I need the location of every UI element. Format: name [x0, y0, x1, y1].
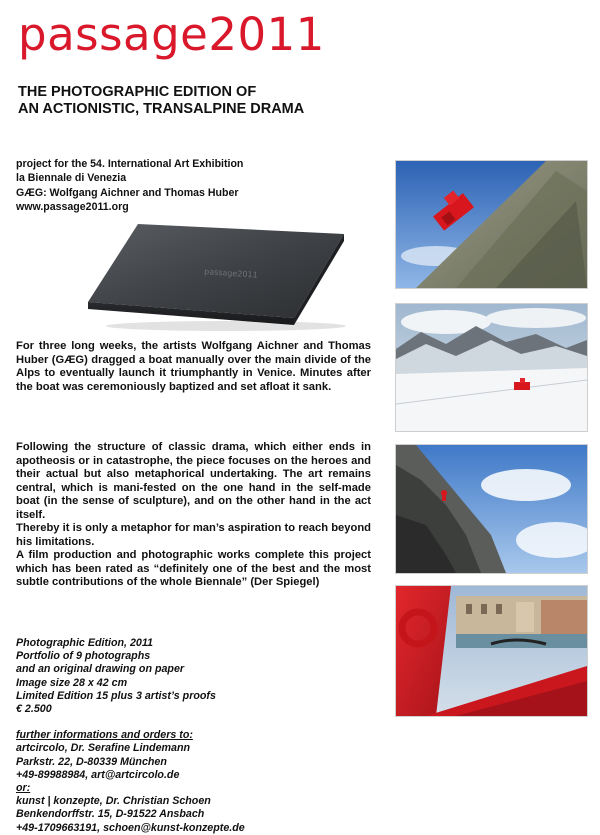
edition-info	[16, 637, 245, 835]
contact-line: Benkendorffstr. 15, D-91522 Ansbach	[16, 808, 205, 821]
edition-line: Image size 28 x 42 cm	[16, 676, 128, 689]
photo-rock-climb	[395, 444, 588, 574]
project-line: project for the 54. International Art Exhibition	[16, 158, 244, 170]
edition-line: Limited Edition 15 plus 3 artist’s proofs	[16, 689, 216, 702]
project-website: www.passage2011.org	[16, 200, 129, 213]
photo-boat-on-glacier	[395, 303, 588, 432]
book-cover-title: passage2011	[203, 267, 258, 280]
description-paragraph	[16, 441, 371, 590]
description-text: Thereby it is only a metaphor for man’s aspiration to reach beyond his limitations.	[16, 522, 371, 548]
subtitle	[18, 84, 304, 118]
contact-line[interactable]: +49-1709663191, schoen@kunst-konzepte.de	[16, 821, 245, 834]
edition-line: Photographic Edition, 2011	[16, 637, 153, 649]
edition-price: € 2.500	[16, 703, 52, 716]
project-line: la Biennale di Venezia	[16, 172, 127, 185]
portfolio-book-image	[86, 222, 348, 334]
subtitle-line: THE PHOTOGRAPHIC EDITION OF	[18, 84, 257, 100]
or-label: or:	[16, 782, 31, 795]
orders-heading: further informations and orders to:	[16, 729, 193, 742]
project-artists: GÆG: Wolfgang Aichner and Thomas Huber	[16, 186, 239, 199]
subtitle-line: AN ACTIONISTIC, TRANSALPINE DRAMA	[18, 101, 305, 117]
photo-venice-boat	[395, 585, 588, 717]
contact-line: kunst | konzepte, Dr. Christian Schoen	[16, 795, 211, 808]
project-info	[16, 157, 243, 214]
description-text: Following the structure of classic drama, which either ends in apotheosis or in catastrophe, the piece focuses on the heroes and their actual but also metaphorical undertaking. The art remains central, which is mani-fested on the one hand in the self-made boat (in the sense of sculpture), and on the other hand in the act itself.	[16, 441, 371, 521]
intro-paragraph: For three long weeks, the artists Wolfgang Aichner and Thomas Huber (GÆG) dragged a boat manually over the main divide of the Alps to eventually launch it triumphantly in Venice. Minutes after the boat was ceremoniously baptized and set afloat it sank.	[16, 340, 371, 393]
brand-title: passage2011	[18, 8, 325, 61]
description-text: A film production and photographic works complete this project which has been rated as “definitely one of the best and the most subtle contributions of the whole Biennale” (Der Spiegel)	[16, 549, 371, 588]
edition-line: and an original drawing on paper	[16, 663, 185, 676]
edition-line: Portfolio of 9 photographs	[16, 650, 151, 663]
contact-line[interactable]: +49-89988984, art@artcircolo.de	[16, 768, 180, 781]
contact-line: Parkstr. 22, D-80339 München	[16, 755, 167, 768]
photo-boat-on-rock	[395, 160, 588, 289]
contact-line: artcircolo, Dr. Serafine Lindemann	[16, 742, 191, 755]
